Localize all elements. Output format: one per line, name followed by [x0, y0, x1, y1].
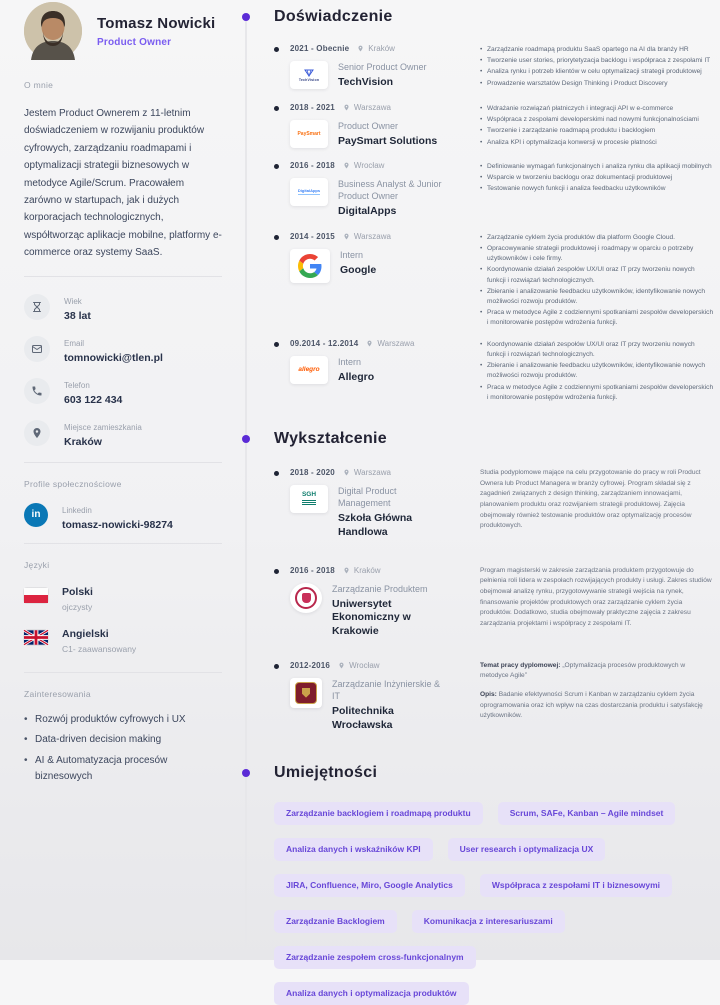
education-period: 2016 - 2018 — [290, 565, 335, 575]
skill-chip: Zarządzanie Backlogiem — [274, 910, 397, 933]
thesis-text: „Optymalizacja procesów produktowych w metodyce Agile” — [480, 661, 686, 680]
experience-bullet: • Opracowywanie strategii produktowej i roadmapy w oparciu o potrzeby użytkowników i cele firmy. — [480, 244, 714, 264]
linkedin-icon: in — [24, 503, 48, 527]
education-item — [274, 566, 714, 639]
section-dot-icon — [242, 13, 250, 21]
location-pin-icon — [343, 567, 350, 574]
envelope-icon — [24, 336, 50, 362]
experience-bullet: • Współpraca z zespołami developerskimi nad nowymi funkcjonalnościami — [480, 115, 714, 125]
skill-chip: Komunikacja z interesariuszami — [412, 910, 565, 933]
education-list — [240, 468, 714, 732]
thesis-desc-label: Opis: — [480, 690, 497, 698]
location-pin-icon — [338, 662, 345, 669]
experience-period: 2021 - Obecnie — [290, 44, 350, 53]
education-period: 2012-2016 — [290, 660, 331, 670]
skill-chip: User research i optymalizacja UX — [448, 838, 606, 861]
experience-bullets — [480, 232, 714, 330]
languages-section — [24, 560, 222, 654]
language-level: ojczysty — [62, 601, 93, 612]
experience-period: 2018 - 2021 — [290, 102, 335, 112]
sgh-logo: SGH — [290, 485, 328, 513]
experience-bullets — [480, 339, 714, 404]
timeline-dot-icon — [274, 664, 279, 669]
section-dot-icon — [242, 769, 250, 777]
interests-section-label: Zainteresowania — [24, 688, 91, 699]
experience-item — [274, 103, 714, 149]
contact-row-phone — [24, 378, 222, 406]
experience-heading: Doświadczenie — [274, 8, 393, 25]
experience-period: 2016 - 2018 — [290, 160, 335, 170]
timeline-dot-icon — [274, 569, 279, 574]
experience-bullet: • Tworzenie i zarządzanie roadmapą produktu i backlogiem — [480, 126, 714, 136]
experience-company: DigitalApps — [338, 205, 397, 218]
divider — [24, 462, 222, 463]
person-title: Product Owner — [97, 37, 172, 48]
person-name: Tomasz Nowicki — [97, 15, 216, 32]
experience-item — [274, 339, 714, 404]
experience-bullet: • Analiza KPI i optymalizacja konwersji w procesie płatności — [480, 138, 714, 148]
about-text: Jestem Product Ownerem z 11-letnim doświadczeniem w rozwijaniu produktów cyfrowych, zarządzaniu roadmapami i optymalizacji strategii biznesowych w metodyce Agile/Scrum. Pracowałem zarówno w startupach, jak i dużych korporacjach technologicznych, współtworząc aplikacje mobilne, platformy e-commerce oraz systemy SaaS. — [24, 108, 222, 259]
experience-bullet: • Zarządzanie cyklem życia produktów dla platform Google Cloud. — [480, 233, 714, 243]
contact-row-email — [24, 336, 222, 364]
experience-role: Product Owner — [338, 120, 399, 131]
uek-crest-logo — [290, 583, 322, 613]
experience-bullet: • Koordynowanie działań zespołów UX/UI oraz IT przy tworzeniu nowych funkcji i rozwiązań technologicznych. — [480, 340, 714, 360]
contact-row-age — [24, 294, 222, 322]
skill-chip: Analiza danych i optymalizacja produktów — [274, 982, 469, 1005]
experience-meta — [274, 103, 450, 149]
experience-bullets — [480, 103, 714, 149]
experience-bullet: • Koordynowanie działań zespołów UX/UI oraz IT przy tworzeniu nowych funkcji i rozwiązań technologicznych. — [480, 265, 714, 285]
education-field: Digital Product Management — [338, 485, 397, 509]
experience-meta — [274, 232, 450, 330]
experience-company: Allegro — [338, 370, 375, 383]
education-thesis-block — [480, 661, 714, 733]
education-location: Wrocław — [349, 660, 380, 670]
thesis-label: Temat pracy dyplomowej: — [480, 661, 561, 669]
experience-bullet: • Definiowanie wymagań funkcjonalnych i analiza rynku dla aplikacji mobilnych — [480, 162, 714, 172]
skill-chip: JIRA, Confluence, Miro, Google Analytics — [274, 874, 465, 897]
language-row — [24, 586, 222, 612]
experience-bullet: • Testowanie nowych funkcji i analiza feedbacku użytkowników — [480, 184, 714, 194]
social-section-label: Profile społecznościowe — [24, 478, 122, 489]
about-section-label: O mnie — [24, 80, 54, 90]
education-description: Program magisterski w zakresie zarządzania produktem przygotowuje do pełnienia roli lidera w zespołach rozwijających produkty i usługi. Zakres studiów obejmował analizę rynku, przygotowywanie strategii wejścia na rynek, finansowanie projektów produktowych oraz zarządzanie cyklem życia produktów. Dodatkowo, studia obejmowały praktyczne zajęcia z zakresu zarządzania projektami i współpracy z zespołami IT. — [480, 566, 712, 627]
experience-bullet: • Wdrażanie rozwiązań płatniczych i integracji API w e-commerce — [480, 104, 714, 114]
education-item — [274, 468, 714, 540]
contact-value-phone: 603 122 434 — [64, 393, 123, 406]
experience-item — [274, 232, 714, 330]
skill-chip: Zarządzanie backlogiem i roadmapą produktu — [274, 802, 483, 825]
language-row — [24, 628, 222, 654]
experience-location: Warszawa — [377, 338, 415, 348]
experience-period: 09.2014 - 12.2014 — [290, 338, 359, 348]
skill-chip: Zarządzanie zespołem cross-funkcjonalnym — [274, 946, 476, 969]
experience-bullet: • Wsparcie w tworzeniu backlogu oraz dokumentacji produktowej — [480, 173, 714, 183]
experience-location: Warszawa — [353, 102, 391, 112]
language-level: C1- zaawansowany — [62, 643, 137, 654]
experience-bullet: • Tworzenie user stories, priorytetyzacja backlogu i współpraca z zespołami IT — [480, 56, 714, 66]
location-pin-icon — [24, 420, 50, 446]
hourglass-icon — [24, 294, 50, 320]
section-dot-icon — [242, 435, 250, 443]
education-school: Uniwersytet Ekonomiczny w Krakowie — [332, 597, 411, 637]
education-heading: Wykształcenie — [274, 429, 387, 447]
experience-location: Kraków — [368, 44, 395, 53]
allegro-logo: allegro — [290, 356, 328, 384]
skills-heading: Umiejętności — [274, 764, 378, 782]
education-school: Politechnika Wrocławska — [332, 704, 394, 731]
experience-company: PaySmart Solutions — [338, 135, 438, 148]
timeline-dot-icon — [274, 342, 279, 347]
location-pin-icon — [357, 45, 364, 52]
timeline-dot-icon — [274, 47, 279, 52]
education-location: Warszawa — [353, 467, 391, 477]
thesis-desc-text: Badanie efektywności Scrum i Kanban w zarządzaniu cyklem życia oprogramowania oraz ich wpływ na czas dostarczania produktu i satysfakcję użytkowników. — [480, 690, 703, 720]
experience-meta — [274, 161, 450, 219]
timeline-dot-icon — [274, 164, 279, 169]
avatar — [24, 2, 82, 60]
education-meta — [274, 468, 450, 540]
education-location: Kraków — [353, 565, 381, 575]
interest-item: • Data-driven decision making — [24, 732, 222, 748]
experience-bullets — [480, 44, 714, 90]
experience-company: TechVision — [338, 76, 394, 89]
contact-value-email: tomnowicki@tlen.pl — [64, 351, 163, 364]
contact-label: Telefon — [64, 380, 90, 390]
google-logo — [290, 249, 330, 283]
timeline-dot-icon — [274, 235, 279, 240]
uk-flag-icon — [24, 630, 48, 645]
experience-location: Warszawa — [353, 231, 391, 241]
techvision-logo: TechVision — [290, 61, 328, 89]
contact-section — [24, 294, 222, 448]
location-pin-icon — [343, 104, 350, 111]
linkedin-handle[interactable]: tomasz-nowicki-98274 — [62, 518, 173, 531]
language-name: Angielski — [62, 627, 109, 640]
sidebar — [24, 0, 222, 790]
experience-item — [274, 44, 714, 90]
education-item — [274, 661, 714, 733]
language-name: Polski — [62, 585, 93, 598]
experience-list — [240, 44, 714, 404]
skills-chip-list — [274, 802, 678, 1005]
experience-bullet: • Zarządzanie roadmapą produktu SaaS opartego na AI dla branży HR — [480, 45, 714, 55]
contact-label: Wiek — [64, 296, 82, 306]
timeline-dot-icon — [274, 106, 279, 111]
pwr-crest-logo — [290, 678, 322, 708]
contact-label: Email — [64, 338, 85, 348]
experience-meta — [274, 44, 450, 90]
experience-bullet: • Zbieranie i analizowanie feedbacku użytkowników, identyfikowanie nowych możliwości rozwoju produktów. — [480, 287, 714, 307]
contact-label: Miejsce zamieszkania — [64, 422, 142, 432]
experience-role: Intern — [338, 356, 362, 367]
experience-role: Senior Product Owner — [338, 62, 427, 72]
education-field: Zarządzanie Produktem — [332, 583, 428, 594]
contact-value-age: 38 lat — [64, 309, 91, 322]
phone-icon — [24, 378, 50, 404]
interests-section — [24, 689, 222, 785]
paysmart-logo: PaySmart — [290, 120, 328, 148]
location-pin-icon — [343, 162, 350, 169]
education-period: 2018 - 2020 — [290, 467, 335, 477]
education-meta — [274, 661, 450, 733]
education-field: Zarządzanie Inżynierskie & IT — [332, 678, 441, 701]
contact-value-location: Kraków — [64, 435, 102, 448]
divider — [24, 543, 222, 544]
experience-period: 2014 - 2015 — [290, 231, 335, 241]
education-school: Szkoła Główna Handlowa — [338, 512, 413, 538]
skill-chip: Współpraca z zespołami IT i biznesowymi — [480, 874, 672, 897]
experience-bullet: • Zbieranie i analizowanie feedbacku użytkowników, identyfikowanie nowych możliwości rozwoju produktów. — [480, 361, 714, 381]
social-network-label: Linkedin — [62, 505, 92, 515]
main-content — [240, 0, 718, 1005]
location-pin-icon — [343, 233, 350, 240]
linkedin-row[interactable] — [24, 503, 222, 531]
divider — [24, 672, 222, 673]
experience-heading-row — [240, 8, 714, 26]
experience-bullet: • Praca w metodyce Agile z codziennymi spotkaniami zespołów developerskich i monitorowanie postępów wdrożenia funkcji. — [480, 383, 714, 403]
experience-role: Business Analyst & Junior Product Owner — [338, 178, 442, 201]
divider — [24, 276, 222, 277]
skills-heading-row — [240, 764, 714, 782]
education-heading-row — [240, 430, 714, 448]
skill-chip: Analiza danych i wskaźników KPI — [274, 838, 433, 861]
experience-bullet: • Prowadzenie warsztatów Design Thinking i Product Discovery — [480, 79, 714, 89]
location-pin-icon — [343, 469, 350, 476]
digitalapps-logo: DigitalApps — [290, 178, 328, 206]
experience-role: Intern — [340, 249, 364, 260]
education-description: Studia podyplomowe mające na celu przygotowanie do pracy w roli Product Ownera lub Product Managera w branży cyfrowej. Program składał się z zagadnień związanych z design thinking, zarządzaniem innowacjami, planowaniem produktu oraz rozwijaniem strategii produktowej. Zajęcia obejmowały również testowanie produktów oraz optymalizację procesów produktowych. — [480, 468, 701, 530]
education-meta — [274, 566, 450, 639]
languages-section-label: Języki — [24, 559, 50, 570]
interests-list — [24, 712, 222, 785]
interest-item: • AI & Automatyzacja procesów biznesowych — [24, 753, 222, 785]
poland-flag-icon — [24, 588, 48, 603]
social-section — [24, 479, 222, 531]
contact-row-location — [24, 420, 222, 448]
skill-chip: Scrum, SAFe, Kanban – Agile mindset — [498, 802, 676, 825]
timeline-dot-icon — [274, 471, 279, 476]
profile-header — [24, 0, 222, 60]
experience-meta — [274, 339, 450, 404]
experience-bullet: • Analiza rynku i potrzeb klientów w celu optymalizacji strategii produktowej — [480, 67, 714, 77]
experience-bullets — [480, 161, 714, 219]
experience-item — [274, 161, 714, 219]
experience-location: Wrocław — [353, 160, 385, 170]
experience-bullet: • Praca w metodyce Agile z codziennymi spotkaniami zespołów developerskich i monitorowanie postępów wdrożenia funkcji. — [480, 308, 714, 328]
interest-item: • Rozwój produktów cyfrowych i UX — [24, 712, 222, 728]
experience-company: Google — [340, 263, 377, 276]
location-pin-icon — [366, 340, 373, 347]
